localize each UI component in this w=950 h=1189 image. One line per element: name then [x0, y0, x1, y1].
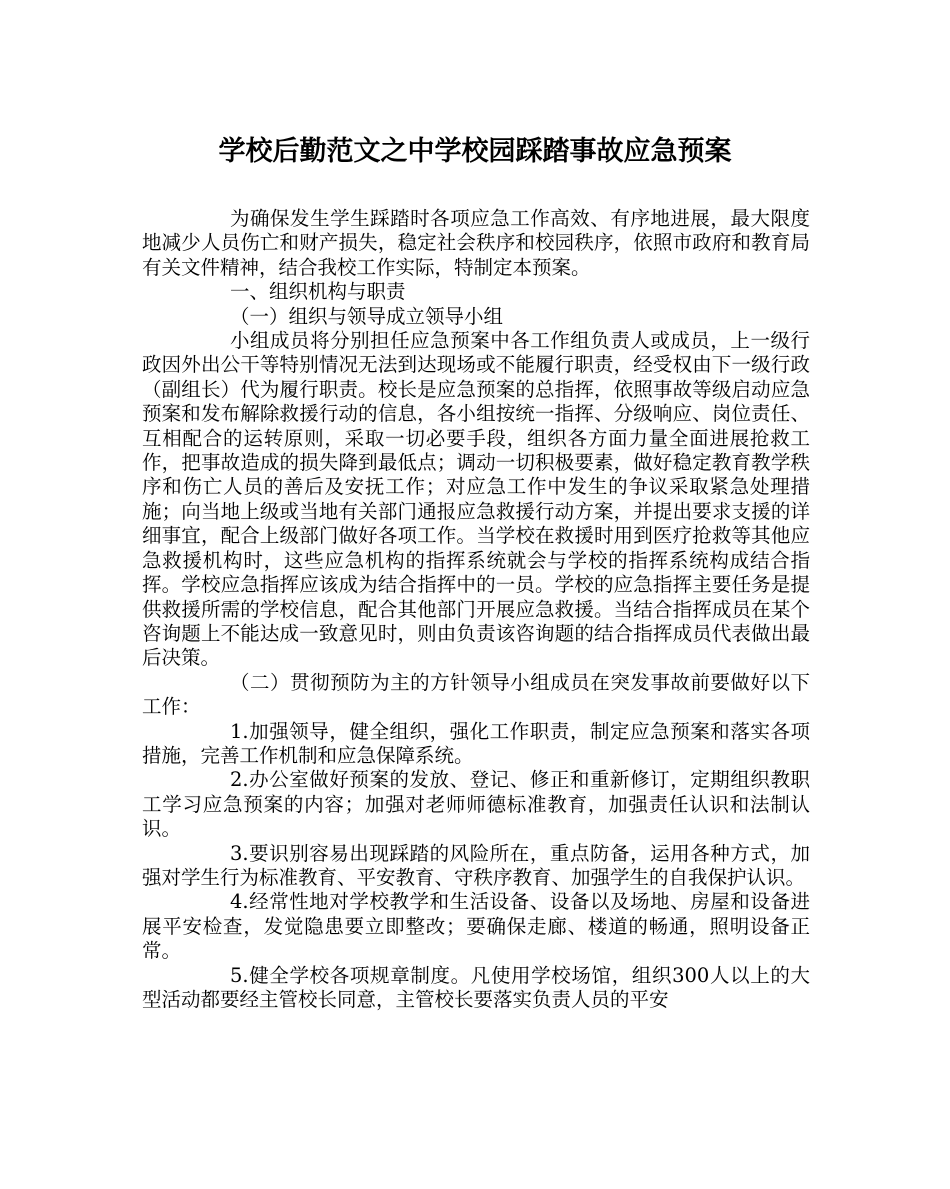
- document-title: 学校后勤范文之中学校园踩踏事故应急预案: [218, 136, 732, 167]
- list-item-5: 5.健全学校各项规章制度。凡使用学校场馆，组织300人以上的大型活动都要经主管校长同意，主管校长要落实负责人员的平安: [142, 963, 810, 1011]
- paragraph-leadership: 小组成员将分别担任应急预案中各工作组负责人或成员，上一级行政因外出公干等特别情况无法到达现场或不能履行职责，经受权由下一级行政（副组长）代为履行职责。校长是应急预案的总指挥，依照事故等级启动应急预案和发布解除救援行动的信息，各小组按统一指挥、分级响应、岗位责任、互相配合的运转原则，采取一切必要手段，组织各方面力量全面进展抢救工作，把事故造成的损失降到最低点；调动一切积极要素，做好稳定教育教学秩序和伤亡人员的善后及安抚工作；对应急工作中发生的争议采取紧急处理措施；向当地上级或当地有关部门通报应急救援行动方案，并提出要求支援的详细事宜，配合上级部门做好各项工作。当学校在救援时用到医疗抢救等其他应急救援机构时，这些应急机构的指挥系统就会与学校的指挥系统构成结合指挥。学校应急指挥应该成为结合指挥中的一员。学校的应急指挥主要任务是提供救援所需的学校信息，配合其他部门开展应急救援。当结合指挥成员在某个咨询题上不能达成一致意见时，则由负责该咨询题的结合指挥成员代表做出最后决策。: [142, 329, 810, 670]
- subsection-heading-2: （二）贯彻预防为主的方针领导小组成员在突发事故前要做好以下工作：: [142, 670, 810, 719]
- document-body: [142, 207, 810, 1012]
- section-heading-1: 一、组织机构与职责: [230, 280, 406, 304]
- list-item-4: 4.经常性地对学校教学和生活设备、设备以及场地、房屋和设备进展平安检查，发觉隐患要立即整改；要确保走廊、楼道的畅通，照明设备正常。: [142, 890, 810, 963]
- paragraph-intro: 为确保发生学生踩踏时各项应急工作高效、有序地进展，最大限度地减少人员伤亡和财产损失，稳定社会秩序和校园秩序，依照市政府和教育局有关文件精神，结合我校工作实际，特制定本预案。: [142, 207, 810, 279]
- list-item-2: 2.办公室做好预案的发放、登记、修正和重新修订，定期组织教职工学习应急预案的内容；加强对老师师德标准教育，加强责任认识和法制认识。: [142, 768, 810, 841]
- subsection-heading-1: （一）组织与领导成立领导小组: [230, 304, 504, 328]
- list-item-1: 1.加强领导，健全组织，强化工作职责，制定应急预案和落实各项措施，完善工作机制和应急保障系统。: [142, 719, 810, 767]
- list-item-3: 3.要识别容易出现踩踏的风险所在，重点防备，运用各种方式，加强对学生行为标准教育、平安教育、守秩序教育、加强学生的自我保护认识。: [142, 841, 810, 889]
